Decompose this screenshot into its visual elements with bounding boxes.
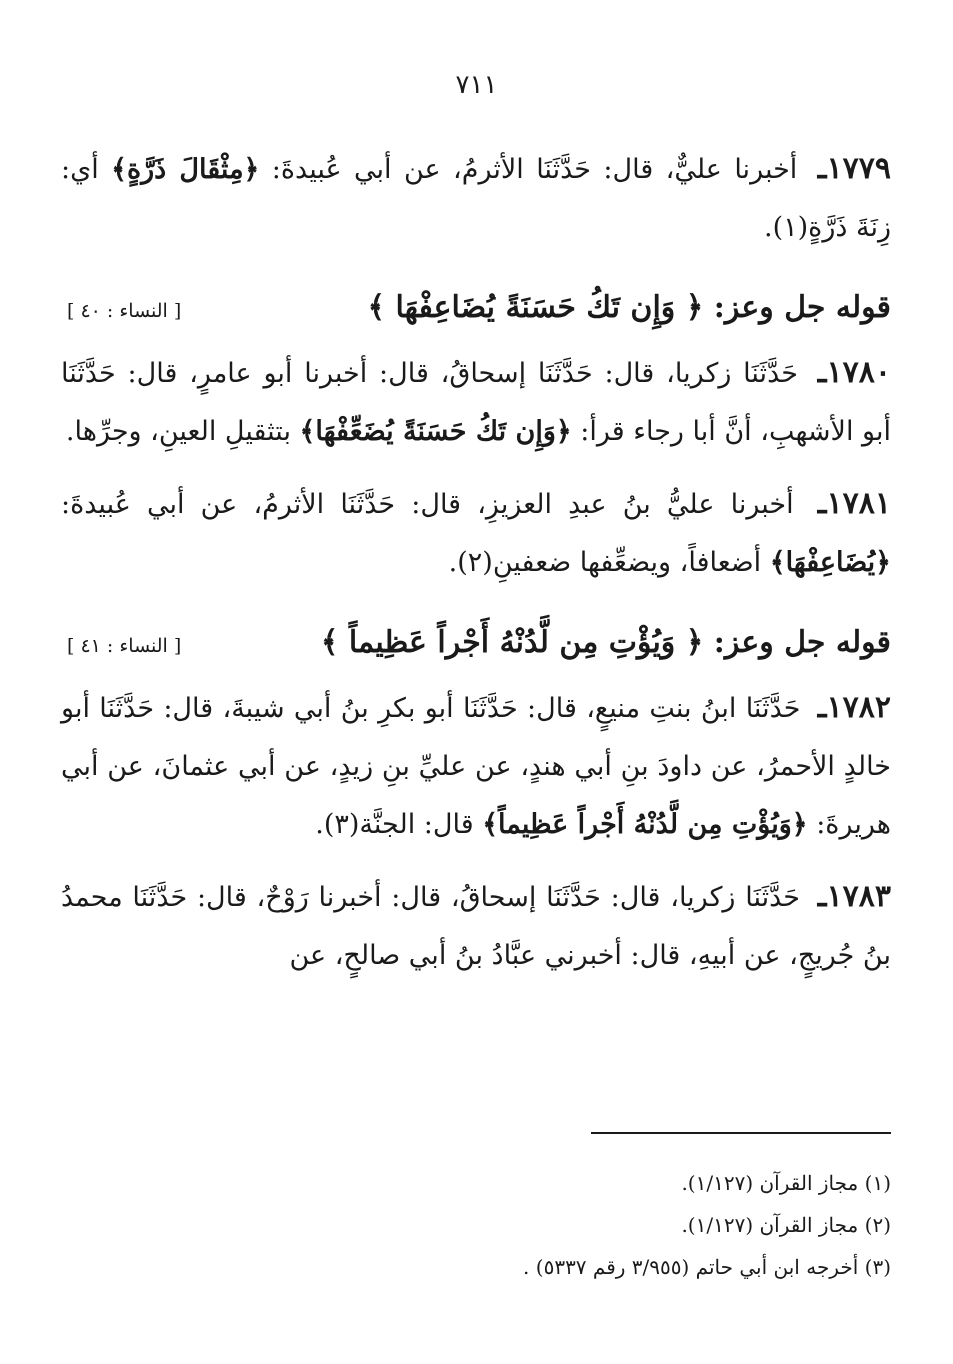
heading-label: قوله جل وعز: (703, 290, 891, 325)
hadith-text: حَدَّثَنَا زكريا، قال: حَدَّثَنَا إسحاقُ، قال: أخبرنا رَوْحٌ، قال: حَدَّثَنَا محمدُ بنُ جُريجٍ، عن أبيهِ، قال: أخبرني عبَّادُ بنُ أبي صالحٍ، عن (61, 882, 891, 971)
footnote-3: (٣) أخرجه ابن أبي حاتم (٣/٩٥٥ رقم ٥٣٣٧) . (523, 1255, 891, 1279)
heading-label: قوله جل وعز: (703, 625, 891, 660)
hadith-tail: قال: الجنَّة(٣). (315, 809, 483, 840)
quran-verse: ﴿مِثْقَالَ ذَرَّةٍ﴾ (111, 154, 260, 185)
hadith-number: ١٧٨٢ـ (817, 690, 891, 725)
footnotes (61, 1162, 891, 1288)
hadith-number: ١٧٨٠ـ (817, 355, 891, 390)
page-number: ٧١١ (455, 70, 498, 100)
hadith-number: ١٧٨٣ـ (817, 879, 891, 914)
hadith-text: حَدَّثَنَا زكريا، قال: حَدَّثَنَا إسحاقُ، قال: أخبرنا أبو عامرٍ، قال: حَدَّثَنَا أبو الأشهبِ، أنَّ أبا رجاء قرأ: (61, 358, 891, 447)
hadith-1781 (61, 475, 891, 592)
hadith-1779 (61, 140, 891, 257)
hadith-text: أخبرنا عليُّ بنُ عبدِ العزيزِ، قال: حَدَّثَنَا الأثرمُ، عن أبي عُبيدةَ: (61, 489, 810, 520)
hadith-text: أخبرنا عليٌّ، قال: حَدَّثَنَا الأثرمُ، عن أبي عُبيدةَ: (259, 154, 810, 185)
section-heading-nisa-41 (61, 614, 891, 675)
hadith-tail: أضعافاً، ويضعِّفها ضعفينِ(٢). (448, 547, 770, 578)
hadith-1780 (61, 344, 891, 461)
hadith-1782 (61, 679, 891, 854)
hadith-tail: بتثقيلِ العينِ، وجرِّها. (65, 416, 300, 447)
footnote-2: (٢) مجاز القرآن (١/١٢٧). (681, 1213, 891, 1237)
surah-reference: [ النساء : ٤٠ ] (67, 300, 182, 322)
hadith-number: ١٧٨١ـ (817, 486, 891, 521)
quran-verse: ﴿وَإِن تَكُ حَسَنَةً يُضَعِّفْهَا﴾ (299, 416, 572, 447)
hadith-1783 (61, 868, 891, 985)
heading-verse: ﴿ وَيُؤْتِ مِن لَّدُنْهُ أَجْراً عَظِيماً ﴾ (320, 625, 704, 660)
hadith-text: حَدَّثَنَا ابنُ بنتِ منيعٍ، قال: حَدَّثَنَا أبو بكرِ بنُ أبي شيبةَ، قال: حَدَّثَنَا أبو خالدٍ الأحمرُ، عن داودَ بنِ أبي هندٍ، عن عليِّ بنِ زيدٍ، عن أبي عثمانَ، عن أبي هريرةَ: (61, 693, 891, 840)
section-heading-nisa-40 (61, 279, 891, 340)
surah-reference: [ النساء : ٤١ ] (67, 635, 182, 657)
footnote-1: (١) مجاز القرآن (١/١٢٧). (681, 1171, 891, 1195)
main-text (61, 140, 891, 999)
hadith-tail: أي: زِنَةَ ذَرَّةٍ(١). (61, 154, 891, 243)
quran-verse: ﴿وَيُؤْتِ مِن لَّدُنْهُ أَجْراً عَظِيماً﴾ (482, 809, 808, 840)
quran-verse: ﴿يُضَاعِفْهَا﴾ (769, 547, 891, 578)
hadith-number: ١٧٧٩ـ (817, 151, 891, 186)
footnote-separator (591, 1132, 891, 1134)
heading-verse: ﴿ وَإِن تَكُ حَسَنَةً يُضَاعِفْهَا ﴾ (367, 290, 704, 325)
